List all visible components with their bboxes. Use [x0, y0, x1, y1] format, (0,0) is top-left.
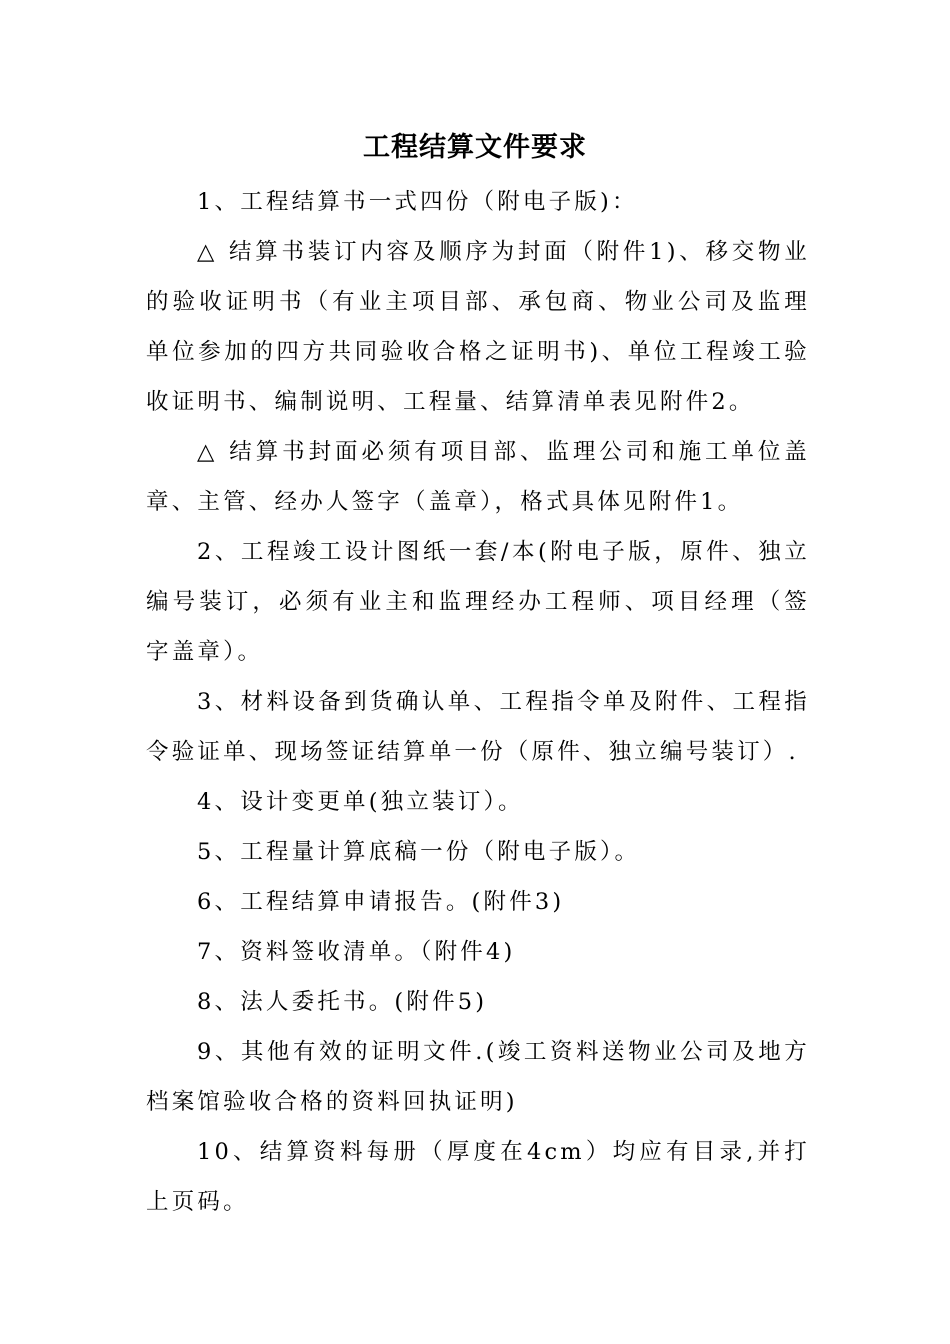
- paragraph-binding-order: △ 结算书装订内容及顺序为封面（附件1)、移交物业的验收证明书（有业主项目部、承包商、物业公司及监理单位参加的四方共同验收合格之证明书)、单位工程竣工验收证明书、编制说明、工程量、结算清单表见附件2。: [146, 239, 810, 415]
- document-title: 工程结算文件要求: [363, 132, 587, 163]
- paragraph-item-4: 4、设计变更单(独立装订）。: [197, 789, 524, 815]
- paragraph-item-7: 7、资料签收清单。（附件4): [197, 939, 516, 965]
- paragraph-item-2: 2、工程竣工设计图纸一套/本(附电子版，原件、独立编号装订，必须有业主和监理经办工程师、项目经理（签字盖章）。: [146, 539, 810, 665]
- paragraph-item-8: 8、法人委托书。(附件5): [197, 989, 488, 1015]
- paragraph-item-6: 6、工程结算申请报告。(附件3): [197, 889, 565, 915]
- paragraph-item-9: 9、其他有效的证明文件.(竣工资料送物业公司及地方档案馆验收合格的资料回执证明): [146, 1039, 810, 1115]
- paragraph-cover-stamp: △ 结算书封面必须有项目部、监理公司和施工单位盖章、主管、经办人签字（盖章），格式具体见附件1。: [146, 439, 810, 515]
- document-body: [146, 177, 810, 1227]
- paragraph-item-3: 3、材料设备到货确认单、工程指令单及附件、工程指令验证单、现场签证结算单一份（原件、独立编号装订）.: [146, 689, 810, 765]
- paragraph-item-10: 10、结算资料每册（厚度在4cm）均应有目录,并打上页码。: [146, 1139, 810, 1215]
- paragraph-item-1: 1、工程结算书一式四份（附电子版)：: [197, 189, 638, 215]
- paragraph-item-5: 5、工程量计算底稿一份（附电子版）。: [197, 839, 641, 865]
